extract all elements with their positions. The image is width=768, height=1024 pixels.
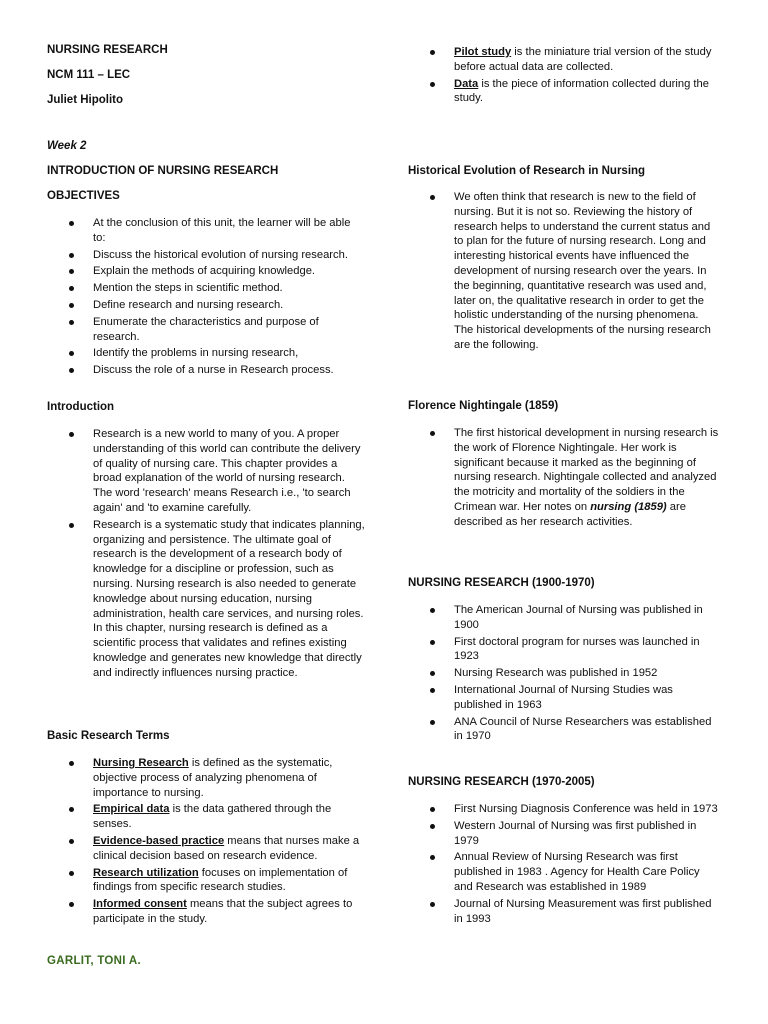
list-item: First Nursing Diagnosis Conference was held in 1973 xyxy=(408,802,720,817)
basic-terms-heading: Basic Research Terms xyxy=(47,730,170,742)
list-item: Define research and nursing research. xyxy=(47,298,365,313)
course-title: NURSING RESEARCH xyxy=(47,44,168,56)
term-name: Data xyxy=(454,77,479,90)
list-item: Journal of Nursing Measurement was first published in 1993 xyxy=(408,897,720,927)
term-item xyxy=(408,45,720,75)
list-item: International Journal of Nursing Studies was published in 1963 xyxy=(408,683,720,713)
list-item: At the conclusion of this unit, the learner will be able to: xyxy=(47,216,365,246)
week-label: Week 2 xyxy=(47,140,87,152)
author-footer: GARLIT, TONI A. xyxy=(47,955,141,967)
term-name: Informed consent xyxy=(93,898,187,911)
period-1900-heading: NURSING RESEARCH (1900-1970) xyxy=(408,577,595,589)
objectives-heading: OBJECTIVES xyxy=(47,190,120,202)
nightingale-heading: Florence Nightingale (1859) xyxy=(408,400,559,412)
list-item: Research is a systematic study that indicates planning, organizing and persistence. The ultimate goal of research is the development of a research body of knowledge for a discipline or profession, such as nursing. Nursing research is also needed to generate knowledge about nursing education, nursing administration, health care services, and nursing roles. In this chapter, nursing research is defined as a scientific process that validates and refines existing knowledge and generates new knowledge that directly and indirectly influences nursing practice. xyxy=(47,518,365,681)
unit-title: INTRODUCTION OF NURSING RESEARCH xyxy=(47,165,279,177)
nightingale-list xyxy=(408,426,720,532)
instructor-name: Juliet Hipolito xyxy=(47,94,124,106)
list-item: Identify the problems in nursing research, xyxy=(47,346,365,361)
term-definition: means that the subject agrees to participate in the study. xyxy=(93,898,353,925)
basic-terms-list xyxy=(47,756,365,929)
period-1970-heading: NURSING RESEARCH (1970-2005) xyxy=(408,776,595,788)
term-item xyxy=(47,802,365,832)
term-item xyxy=(47,866,365,896)
introduction-heading: Introduction xyxy=(47,401,115,413)
period-1900-list xyxy=(408,603,720,746)
course-code: NCM 111 – LEC xyxy=(47,69,131,81)
list-item: Mention the steps in scientific method. xyxy=(47,281,365,296)
list-item: Explain the methods of acquiring knowledge. xyxy=(47,264,365,279)
term-name: Empirical data xyxy=(93,803,170,816)
nightingale-text-end: are described as her research activities. xyxy=(454,500,686,528)
term-name: Evidence-based practice xyxy=(93,834,225,847)
list-item: Research is a new world to many of you. A proper understanding of this world can contribute the delivery of quality of nursing care. This chapter provides a broad explanation of the world of nursing research. The word 'research' means Research i.e., 'to search again' and 'to examine carefully. xyxy=(47,427,365,516)
list-item: First doctoral program for nurses was launched in 1923 xyxy=(408,635,720,665)
term-item xyxy=(47,756,365,800)
term-item xyxy=(408,77,720,107)
list-item: Discuss the historical evolution of nursing research. xyxy=(47,248,365,263)
period-1970-list xyxy=(408,802,720,928)
objectives-list xyxy=(47,216,365,380)
term-definition: is the data gathered through the senses. xyxy=(93,803,332,831)
list-item: Discuss the role of a nurse in Research process. xyxy=(47,363,365,378)
term-name: Pilot study xyxy=(454,46,512,58)
nightingale-text: The first historical development in nursing research is the work of Florence Nightingale. Her work is significant because it marked as the beginning of nursing research. Nightingale collected and analyzed the motricity and mortality of the soldiers in the Crimean war. Her notes on xyxy=(454,427,719,513)
term-item xyxy=(47,834,365,864)
introduction-list xyxy=(47,427,365,683)
historical-heading: Historical Evolution of Research in Nursing xyxy=(408,165,646,177)
list-item: We often think that research is new to the field of nursing. But it is not so. Reviewing the history of research helps to understand the current status and to plan for the future of nursing research. Long and interesting historical events have influenced the development of nursing research over the years. In the beginning, quantitative research was used and, later on, the qualitative research in order to get the holistic understanding of the nursing phenomena. The historical developments of the nursing research are the following. xyxy=(408,190,720,353)
list-item: Western Journal of Nursing was first published in 1979 xyxy=(408,819,720,849)
historical-list xyxy=(408,190,720,355)
term-definition: is the miniature trial version of the study before actual data are collected. xyxy=(454,46,712,73)
term-definition: is the piece of information collected during the study. xyxy=(454,77,709,105)
term-name: Nursing Research xyxy=(93,757,189,769)
basic-terms-continued-list xyxy=(408,45,720,108)
list-item xyxy=(408,426,720,530)
term-definition: means that nurses make a clinical decision based on research evidence. xyxy=(93,834,360,862)
term-definition: focuses on implementation of findings from specific research studies. xyxy=(93,866,348,894)
list-item: ANA Council of Nurse Researchers was established in 1970 xyxy=(408,715,720,745)
term-definition: is defined as the systematic, objective process of analyzing phenomena of importance to nursing. xyxy=(93,757,333,799)
nightingale-emphasis: nursing (1859) xyxy=(590,500,667,513)
term-name: Research utilization xyxy=(93,866,199,879)
list-item: The American Journal of Nursing was published in 1900 xyxy=(408,603,720,633)
term-item xyxy=(47,897,365,927)
list-item: Annual Review of Nursing Research was first published in 1983 . Agency for Health Care Policy and Research was established in 1989 xyxy=(408,850,720,894)
list-item: Enumerate the characteristics and purpose of research. xyxy=(47,315,365,345)
list-item: Nursing Research was published in 1952 xyxy=(408,666,720,681)
